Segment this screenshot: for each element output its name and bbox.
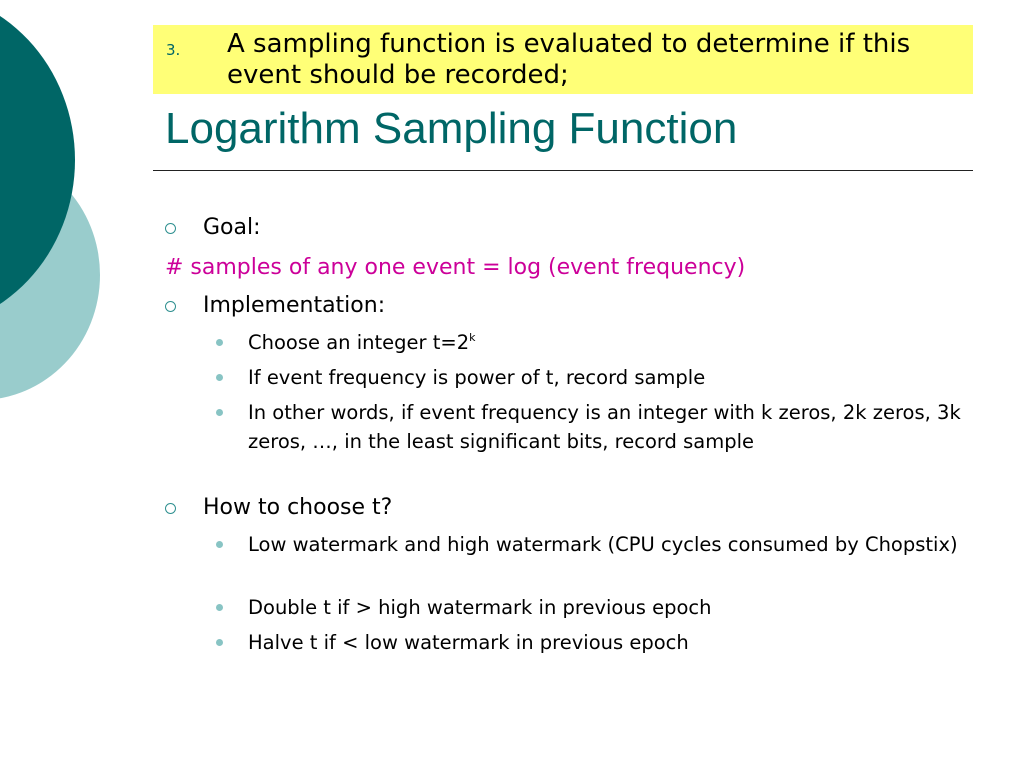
hollow-circle-bullet-icon — [165, 503, 176, 514]
implementation-item: If event frequency is power of t, record sample — [248, 366, 706, 389]
step-number: 3. — [166, 41, 181, 59]
superscript-k: k — [469, 331, 476, 344]
choose-item: Low watermark and high watermark (CPU cycles consumed by Chopstix) — [248, 533, 958, 556]
dot-bullet-icon — [216, 639, 223, 646]
goal-formula: # samples of any one event = log (event frequency) — [165, 255, 746, 280]
choose-item: Double t if > high watermark in previous epoch — [248, 596, 712, 619]
dot-bullet-icon — [216, 604, 223, 611]
dot-bullet-icon — [216, 339, 223, 346]
bullet-implementation: Implementation: — [203, 293, 386, 318]
implementation-item: Choose an integer $t=2^k$ — [248, 331, 476, 354]
dot-bullet-icon — [216, 409, 223, 416]
hollow-circle-bullet-icon — [165, 223, 176, 234]
hollow-circle-bullet-icon — [165, 301, 176, 312]
step-text: A sampling function is evaluated to determine if this event should be recorded; — [227, 29, 911, 90]
implementation-item: In other words, if event frequency is an integer with k zeros, 2k zeros, 3k zeros, …, in the least significant bits, record sample — [248, 401, 961, 453]
slide-title: Logarithm Sampling Function — [165, 104, 738, 153]
bullet-goal: Goal: — [203, 215, 261, 240]
bullet-how-to-choose: How to choose t? — [203, 495, 393, 520]
choose-item: Halve t if < low watermark in previous epoch — [248, 631, 689, 654]
dot-bullet-icon — [216, 541, 223, 548]
dot-bullet-icon — [216, 374, 223, 381]
